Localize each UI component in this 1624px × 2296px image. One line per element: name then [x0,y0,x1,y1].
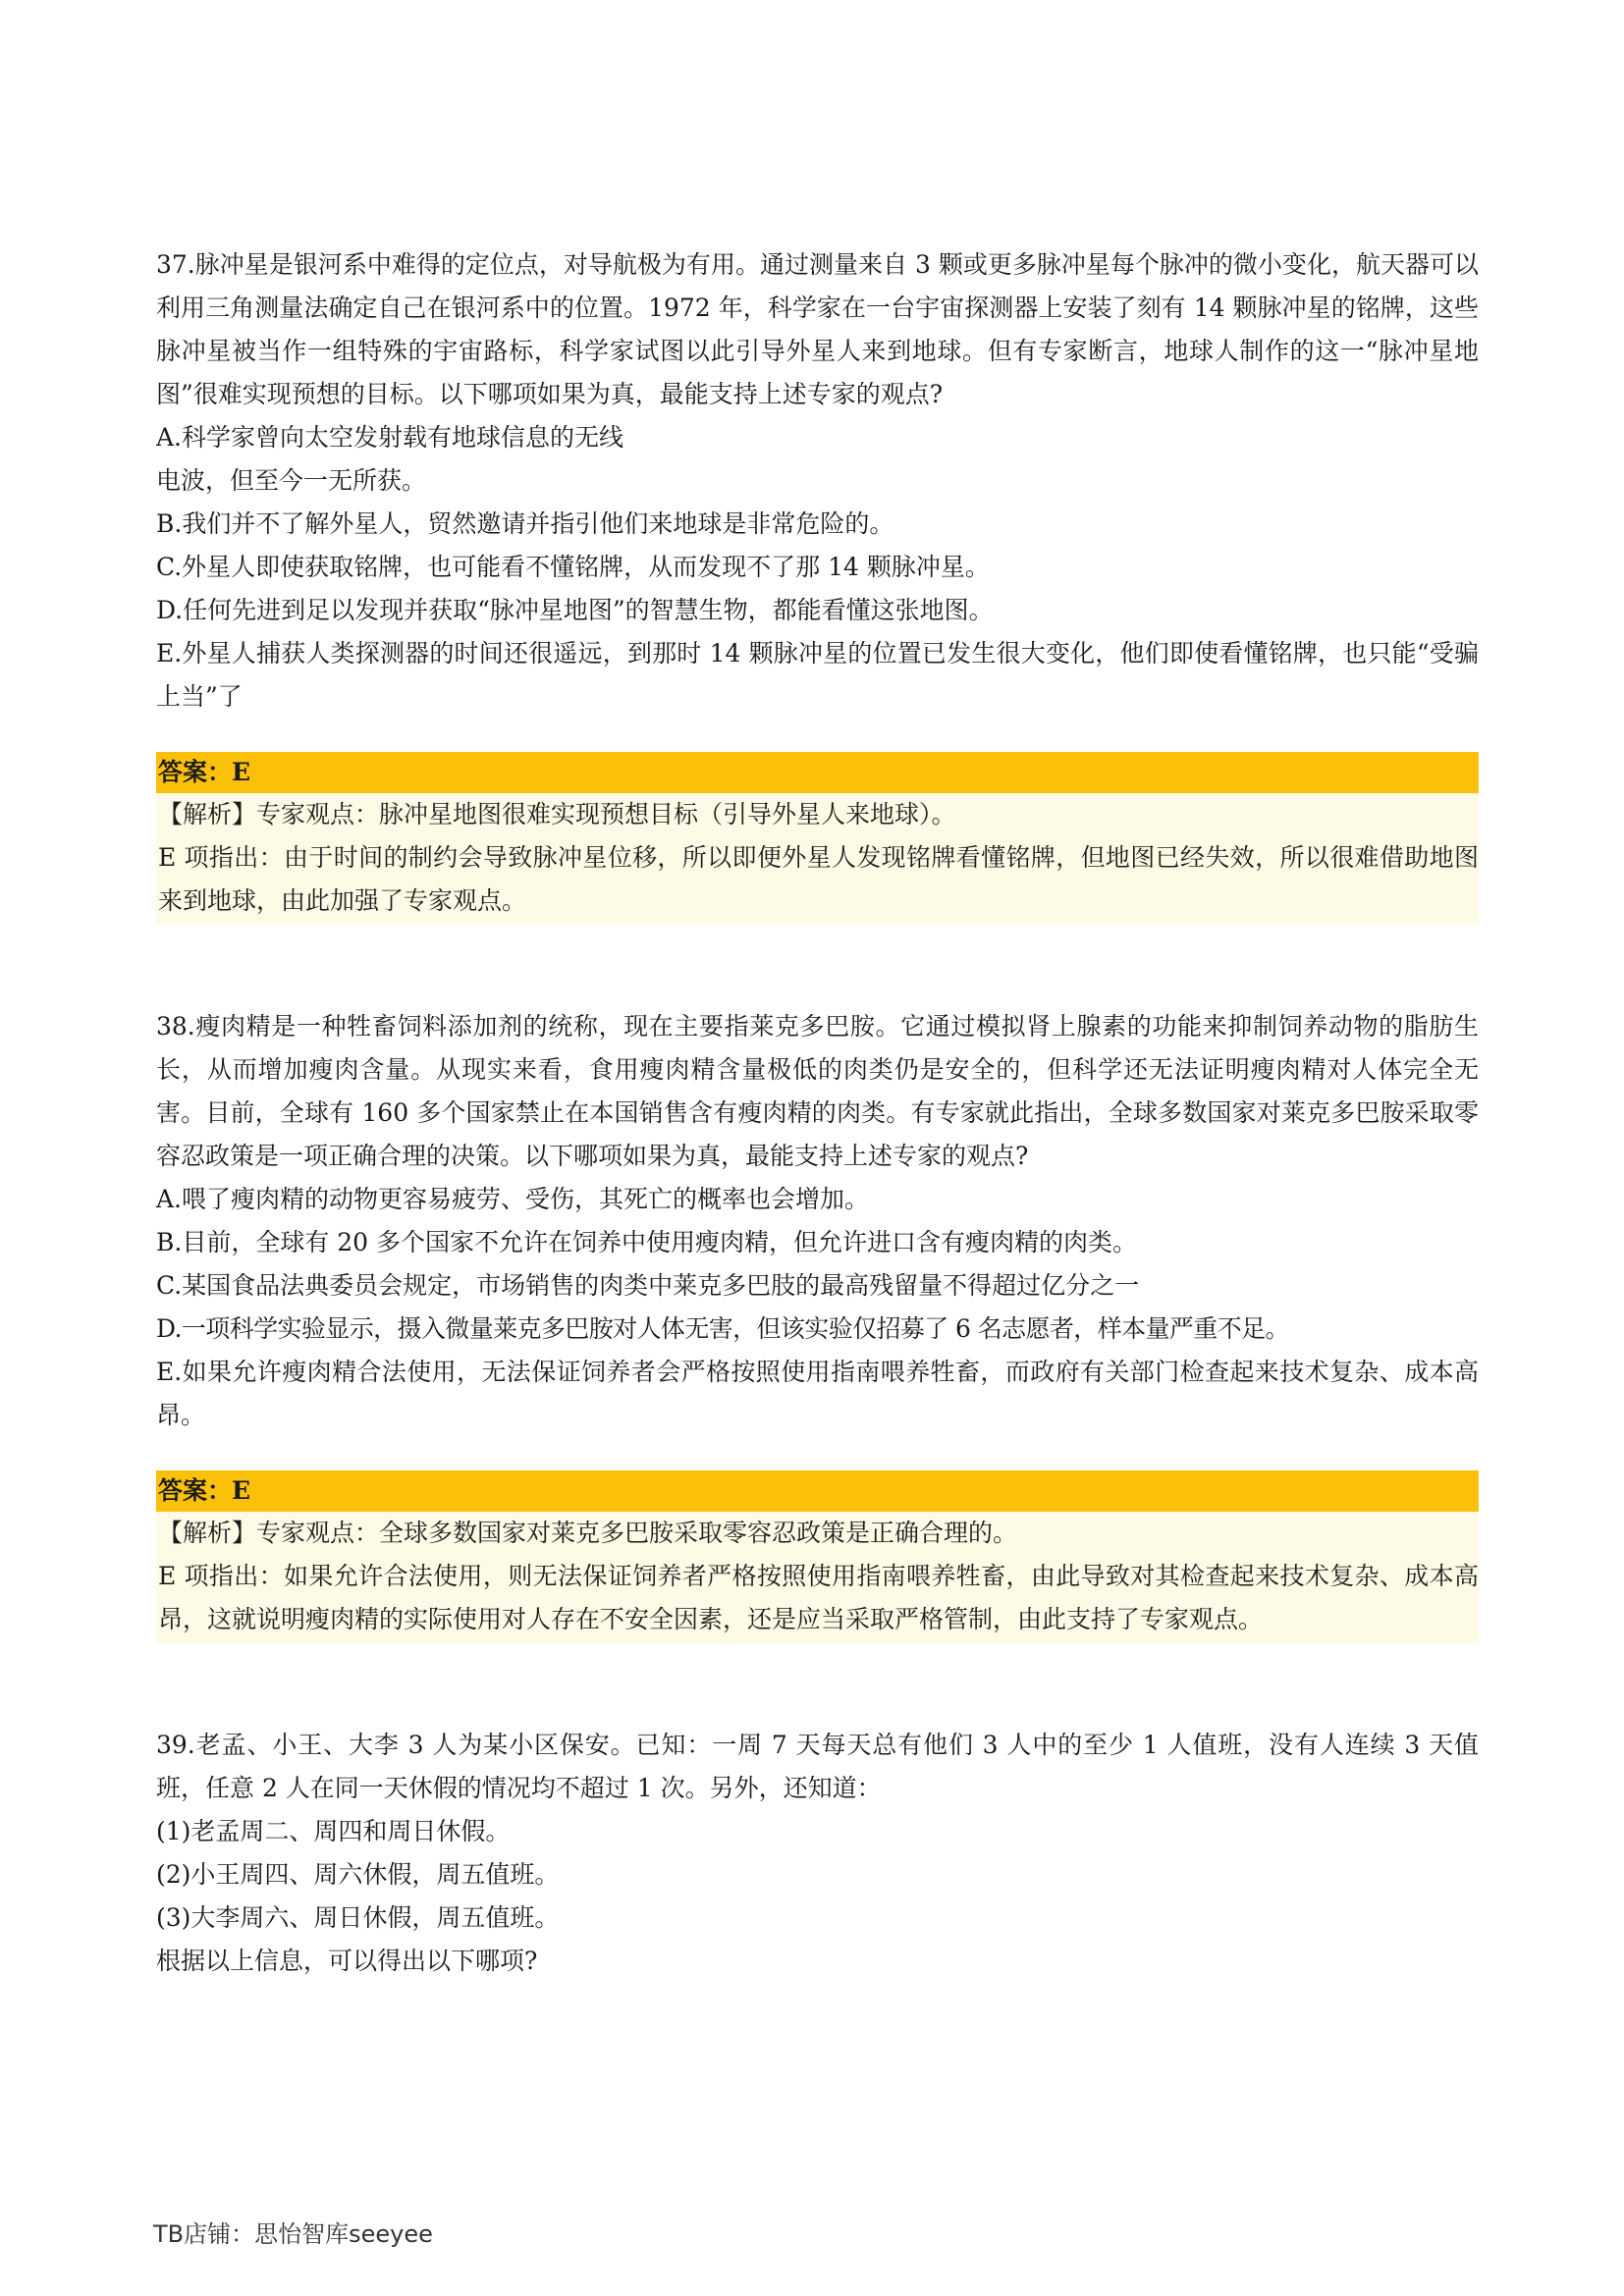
question-38 [156,1005,1479,1437]
analysis-detail: E 项指出：由于时间的制约会导致脉冲星位移，所以即便外星人发现铭牌看懂铭牌，但地图已经失效，所以很难借助地图来到地球，由此加强了专家观点。 [158,843,1479,915]
option-e: E.如果允许瘦肉精合法使用，无法保证饲养者会严格按照使用指南喂养牲畜，而政府有关部门检查起来技术复杂、成本高昂。 [156,1358,1479,1429]
condition-1: (1)老孟周二、周四和周日休假。 [156,1817,511,1845]
analysis-summary: 【解析】专家观点：脉冲星地图很难实现预想目标（引导外星人来地球）。 [158,800,956,828]
option-c: C.某国食品法典委员会规定，市场销售的肉类中莱克多巴肢的最高残留量不得超过亿分之一 [156,1271,1140,1300]
option-a-continued: 电波，但至今一无所获。 [156,466,427,495]
page-footer: TB店铺：思怡智库seeyee [153,2220,433,2248]
answer-label: 答案：E [156,1470,1479,1512]
question-stem: 37.脉冲星是银河系中难得的定位点，对导航极为有用。通过测量来自 3 颗或更多脉冲星每个脉冲的微小变化，航天器可以利用三角测量法确定自己在银河系中的位置。1972 年，科学家在一台宇宙探测器上安装了刻有 14 颗脉冲星的铭牌，这些脉冲星被当作一组特殊的宇宙路标，科学家试图以此引导外星人来到地球。但有专家断言，地球人制作的这一“脉冲星地图”很难实现预想的目标。以下哪项如果为真，最能支持上述专家的观点? [156,250,1479,408]
option-c: C.外星人即使获取铭牌，也可能看不懂铭牌，从而发现不了那 14 颗脉冲星。 [156,553,990,581]
question-37 [156,243,1479,719]
analysis-detail: E 项指出：如果允许合法使用，则无法保证饲养者严格按照使用指南喂养牲畜，由此导致对其检查起来技术复杂、成本高昂，这就说明瘦肉精的实际使用对人存在不安全因素，还是应当采取严格管制，由此支持了专家观点。 [158,1562,1479,1633]
option-d: D.一项科学实验显示，摄入微量莱克多巴胺对人体无害，但该实验仅招募了 6 名志愿者，样本量严重不足。 [156,1314,1289,1343]
page-content [156,243,1479,1983]
option-d: D.任何先进到足以发现并获取“脉冲星地图”的智慧生物，都能看懂这张地图。 [156,596,994,624]
option-a: A.喂了瘦肉精的动物更容易疲劳、受伤，其死亡的概率也会增加。 [156,1185,870,1213]
condition-2: (2)小王周四、周六休假，周五值班。 [156,1860,560,1889]
option-e: E.外星人捕获人类探测器的时间还很遥远，到那时 14 颗脉冲星的位置已发生很大变化，他们即使看懂铭牌，也只能“受骗上当”了 [156,639,1479,711]
option-a: A.科学家曾向太空发射载有地球信息的无线 [156,423,624,452]
question-prompt: 根据以上信息，可以得出以下哪项? [156,1947,538,1975]
condition-3: (3)大李周六、周日休假，周五值班。 [156,1903,560,1932]
question-39 [156,1724,1479,1983]
answer-block-37 [156,752,1479,925]
answer-label: 答案：E [156,752,1479,793]
option-b: B.目前，全球有 20 多个国家不允许在饲养中使用瘦肉精，但允许进口含有瘦肉精的肉类。 [156,1228,1138,1256]
analysis-summary: 【解析】专家观点：全球多数国家对莱克多巴胺采取零容忍政策是正确合理的。 [158,1519,1018,1547]
option-b: B.我们并不了解外星人，贸然邀请并指引他们来地球是非常危险的。 [156,509,894,538]
question-stem: 39.老孟、小王、大李 3 人为某小区保安。已知：一周 7 天每天总有他们 3 人中的至少 1 人值班，没有人连续 3 天值班，任意 2 人在同一天休假的情况均不超过 1 次。另外，还知道： [156,1731,1479,1802]
question-stem: 38.瘦肉精是一种牲畜饲料添加剂的统称，现在主要指莱克多巴胺。它通过模拟肾上腺素的功能来抑制饲养动物的脂肪生长，从而增加瘦肉含量。从现实来看，食用瘦肉精含量极低的肉类仍是安全的，但科学还无法证明瘦肉精对人体完全无害。目前，全球有 160 多个国家禁止在本国销售含有瘦肉精的肉类。有专家就此指出，全球多数国家对莱克多巴胺采取零容忍政策是一项正确合理的决策。以下哪项如果为真，最能支持上述专家的观点? [156,1012,1479,1170]
answer-block-38 [156,1470,1479,1643]
